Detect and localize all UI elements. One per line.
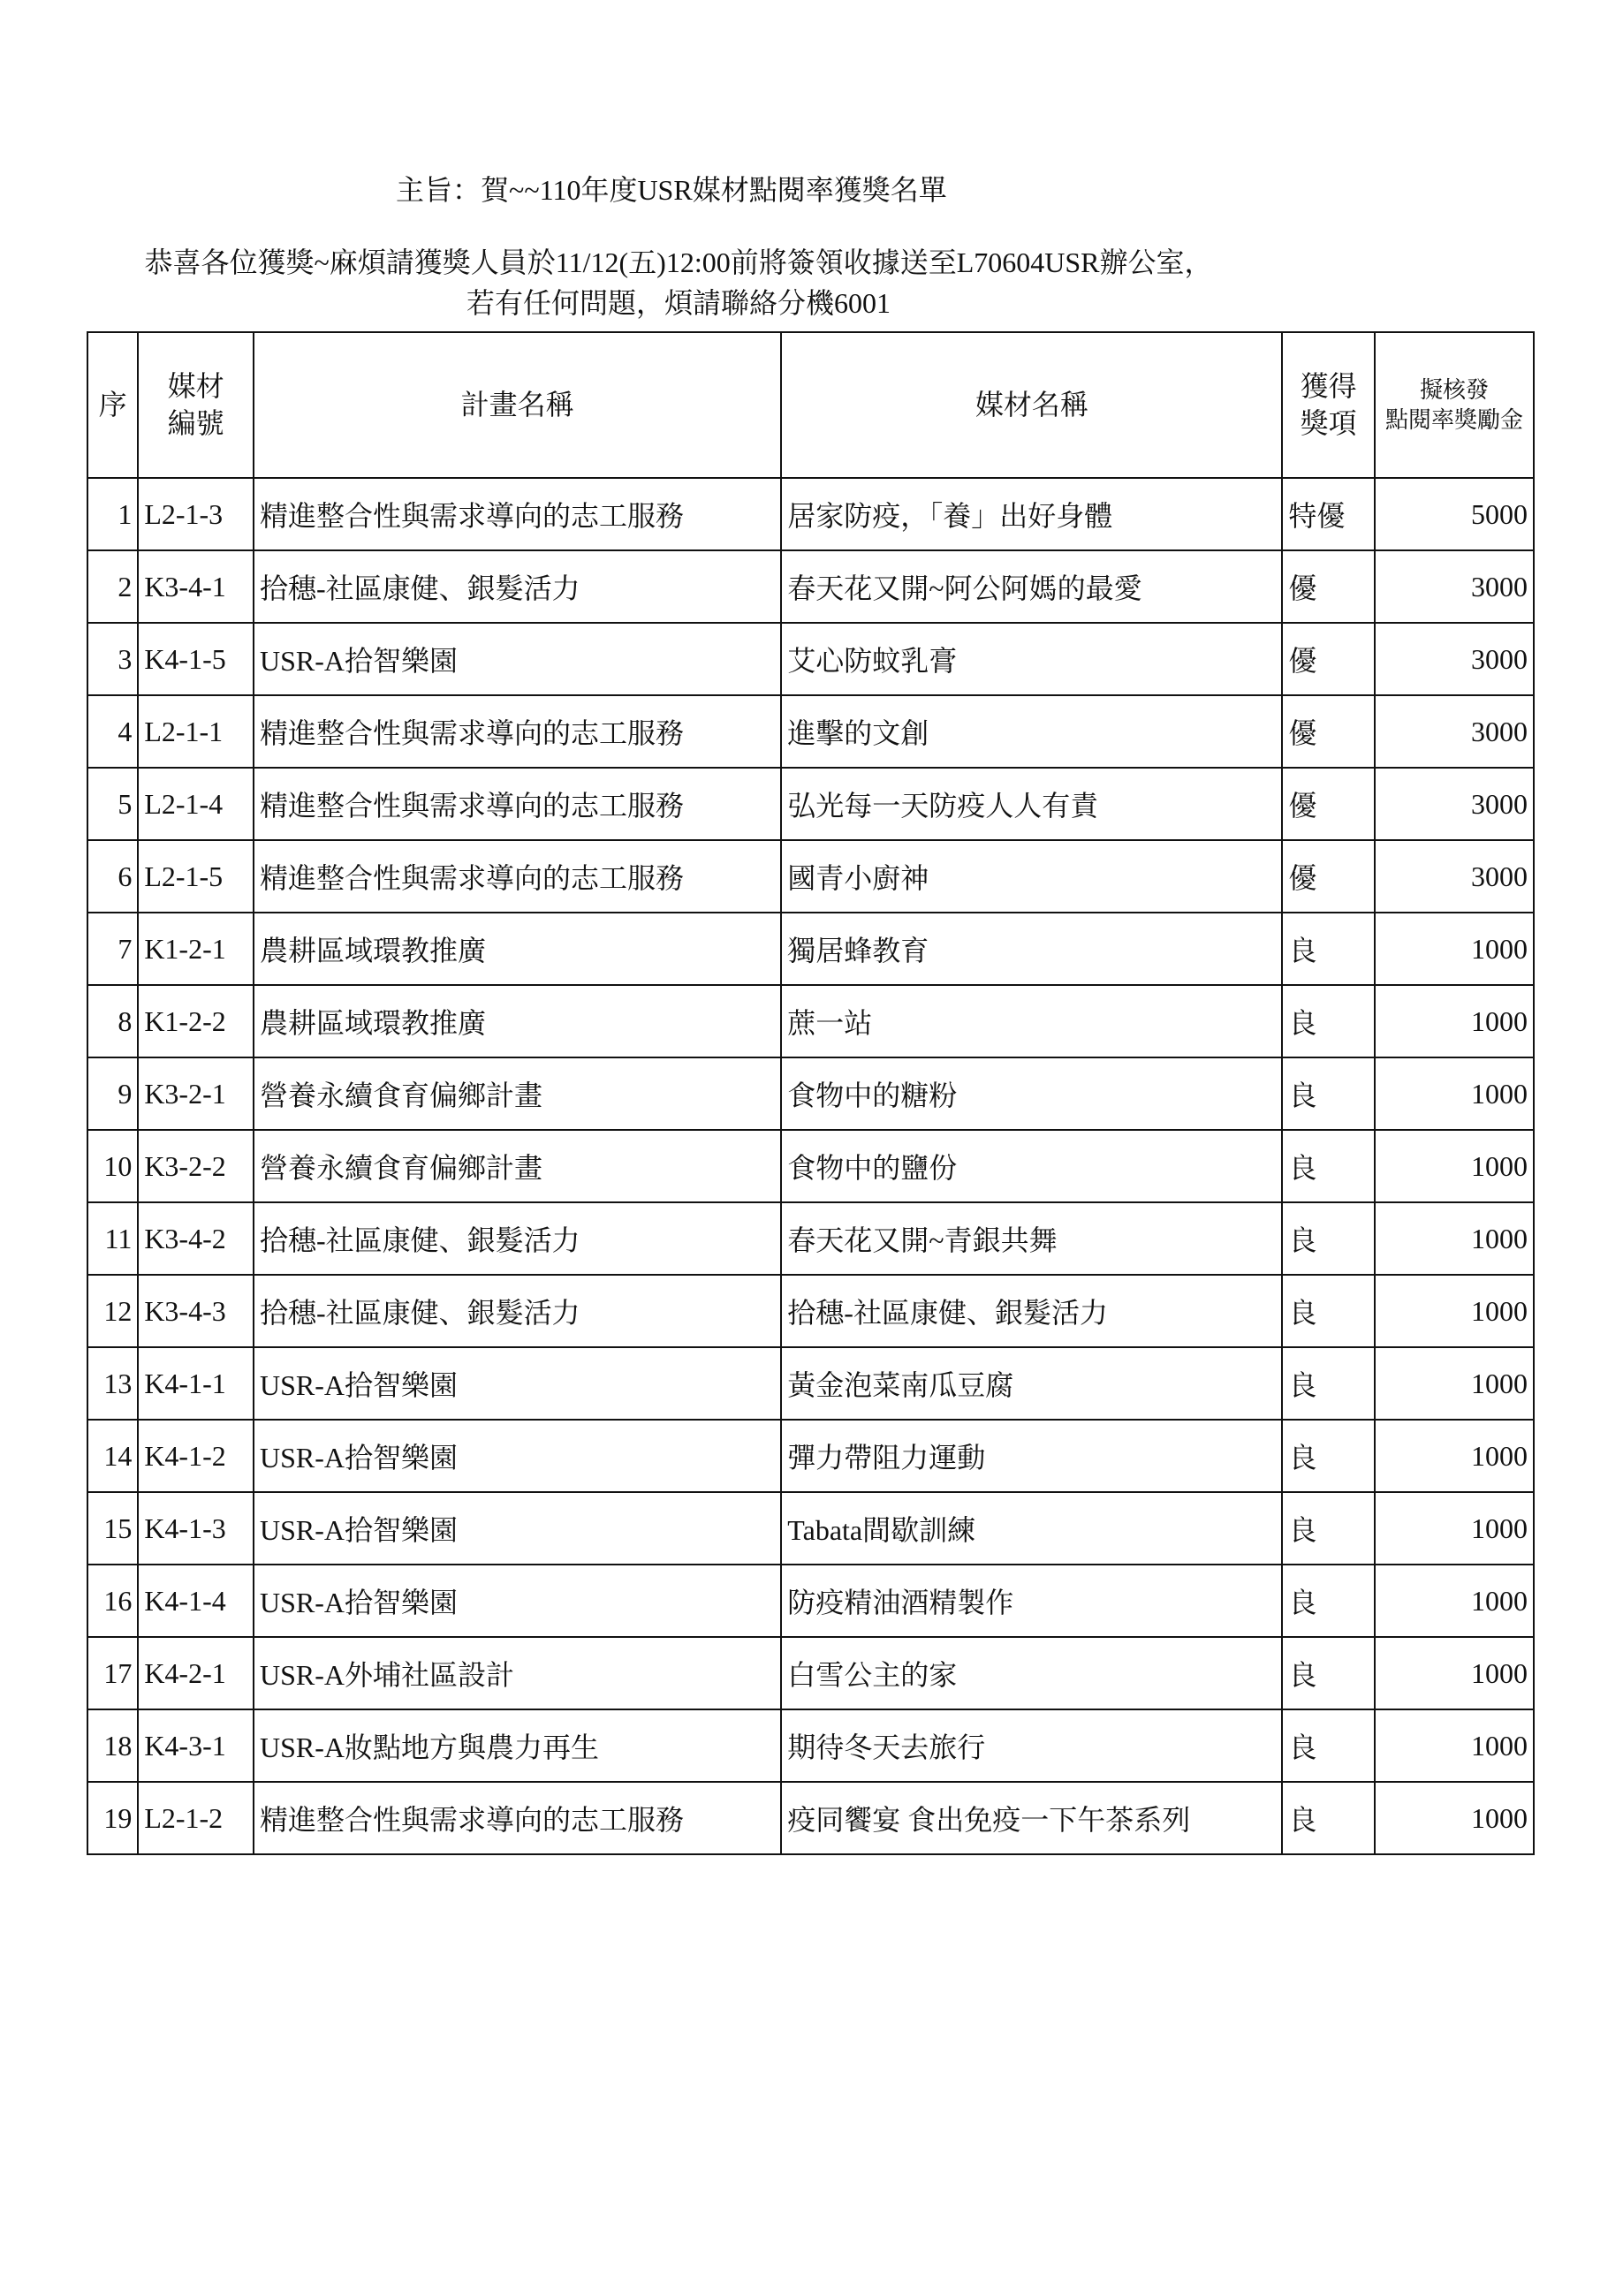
cell-plan-name: 拾穗-社區康健、銀髮活力	[254, 550, 781, 623]
cell-plan-name: 拾穗-社區康健、銀髮活力	[254, 1202, 781, 1275]
column-header-bonus-line1: 擬核發	[1419, 376, 1489, 403]
cell-bonus: 1000	[1375, 1057, 1534, 1130]
cell-plan-name: 精進整合性與需求導向的志工服務	[254, 768, 781, 840]
cell-media-name: 疫同饗宴 食出免疫一下午茶系列	[781, 1782, 1282, 1854]
cell-bonus: 3000	[1375, 623, 1534, 695]
award-table-body	[87, 478, 1534, 1854]
cell-award: 優	[1282, 623, 1375, 695]
cell-media-name: 春天花又開~阿公阿媽的最愛	[781, 550, 1282, 623]
cell-seq: 8	[87, 985, 138, 1057]
cell-award: 良	[1282, 1202, 1375, 1275]
table-row	[87, 1420, 1534, 1492]
cell-seq: 13	[87, 1347, 138, 1420]
cell-bonus: 1000	[1375, 985, 1534, 1057]
cell-award: 優	[1282, 550, 1375, 623]
cell-media-code: K4-1-3	[138, 1492, 254, 1565]
cell-seq: 11	[87, 1202, 138, 1275]
cell-media-name: 拾穗-社區康健、銀髮活力	[781, 1275, 1282, 1347]
cell-media-code: K3-2-2	[138, 1130, 254, 1202]
cell-media-name: 進擊的文創	[781, 695, 1282, 768]
column-header-bonus	[1375, 332, 1534, 478]
cell-bonus: 3000	[1375, 695, 1534, 768]
cell-media-code: K4-1-5	[138, 623, 254, 695]
table-row	[87, 1347, 1534, 1420]
table-row	[87, 478, 1534, 550]
cell-plan-name: USR-A拾智樂園	[254, 1347, 781, 1420]
cell-media-name: 國青小廚神	[781, 840, 1282, 913]
cell-media-code: K4-1-1	[138, 1347, 254, 1420]
cell-plan-name: 農耕區域環教推廣	[254, 913, 781, 985]
cell-media-name: 黃金泡菜南瓜豆腐	[781, 1347, 1282, 1420]
cell-media-code: L2-1-2	[138, 1782, 254, 1854]
cell-award: 良	[1282, 1565, 1375, 1637]
cell-award: 優	[1282, 768, 1375, 840]
table-row	[87, 623, 1534, 695]
cell-award: 良	[1282, 1782, 1375, 1854]
cell-seq: 14	[87, 1420, 138, 1492]
cell-media-name: 蔗一站	[781, 985, 1282, 1057]
cell-award: 優	[1282, 840, 1375, 913]
cell-media-name: 白雪公主的家	[781, 1637, 1282, 1709]
cell-plan-name: USR-A妝點地方與農力再生	[254, 1709, 781, 1782]
cell-media-code: L2-1-1	[138, 695, 254, 768]
cell-media-name: 獨居蜂教育	[781, 913, 1282, 985]
column-header-award-line2: 獎項	[1300, 406, 1357, 439]
cell-media-name: 期待冬天去旅行	[781, 1709, 1282, 1782]
cell-media-code: K4-3-1	[138, 1709, 254, 1782]
cell-media-name: 食物中的糖粉	[781, 1057, 1282, 1130]
cell-bonus: 3000	[1375, 768, 1534, 840]
cell-media-name: 居家防疫，「養」出好身體	[781, 478, 1282, 550]
cell-seq: 9	[87, 1057, 138, 1130]
table-row	[87, 768, 1534, 840]
table-row	[87, 913, 1534, 985]
cell-media-code: K3-4-2	[138, 1202, 254, 1275]
cell-award: 良	[1282, 1130, 1375, 1202]
cell-bonus: 1000	[1375, 1202, 1534, 1275]
cell-award: 優	[1282, 695, 1375, 768]
cell-media-code: K3-4-1	[138, 550, 254, 623]
column-header-code-line2: 編號	[167, 406, 224, 439]
cell-media-name: 艾心防蚊乳膏	[781, 623, 1282, 695]
cell-seq: 12	[87, 1275, 138, 1347]
cell-bonus: 1000	[1375, 1130, 1534, 1202]
column-header-plan: 計畫名稱	[254, 332, 781, 478]
cell-media-name: 弘光每一天防疫人人有責	[781, 768, 1282, 840]
cell-seq: 16	[87, 1565, 138, 1637]
table-header-row	[87, 332, 1534, 478]
cell-bonus: 1000	[1375, 1275, 1534, 1347]
cell-award: 良	[1282, 985, 1375, 1057]
table-row	[87, 1782, 1534, 1854]
cell-bonus: 3000	[1375, 550, 1534, 623]
cell-bonus: 1000	[1375, 1347, 1534, 1420]
cell-seq: 5	[87, 768, 138, 840]
cell-seq: 17	[87, 1637, 138, 1709]
cell-bonus: 1000	[1375, 1420, 1534, 1492]
cell-media-name: Tabata間歇訓練	[781, 1492, 1282, 1565]
cell-award: 良	[1282, 1492, 1375, 1565]
cell-media-code: K3-4-3	[138, 1275, 254, 1347]
table-row	[87, 1130, 1534, 1202]
cell-plan-name: USR-A拾智樂園	[254, 623, 781, 695]
table-row	[87, 1492, 1534, 1565]
cell-seq: 18	[87, 1709, 138, 1782]
cell-bonus: 1000	[1375, 913, 1534, 985]
cell-media-name: 彈力帶阻力運動	[781, 1420, 1282, 1492]
cell-plan-name: 拾穗-社區康健、銀髮活力	[254, 1275, 781, 1347]
table-row	[87, 840, 1534, 913]
cell-media-name: 春天花又開~青銀共舞	[781, 1202, 1282, 1275]
notice-line-1: 恭喜各位獲獎~麻煩請獲獎人員於11/12(五)12:00前將簽領收據送至L70604USR辦公室，	[144, 246, 1213, 278]
column-header-award	[1282, 332, 1375, 478]
cell-media-code: L2-1-4	[138, 768, 254, 840]
cell-bonus: 1000	[1375, 1492, 1534, 1565]
cell-bonus: 1000	[1375, 1637, 1534, 1709]
cell-media-code: L2-1-3	[138, 478, 254, 550]
cell-media-code: K3-2-1	[138, 1057, 254, 1130]
cell-media-code: K4-1-2	[138, 1420, 254, 1492]
cell-award: 良	[1282, 1709, 1375, 1782]
notice-line-2: 若有任何問題，煩請聯絡分機6001	[466, 287, 891, 319]
column-header-award-line1: 獲得	[1300, 369, 1357, 402]
table-row	[87, 1565, 1534, 1637]
cell-seq: 3	[87, 623, 138, 695]
cell-seq: 7	[87, 913, 138, 985]
cell-seq: 6	[87, 840, 138, 913]
column-header-code	[138, 332, 254, 478]
table-row	[87, 550, 1534, 623]
cell-bonus: 5000	[1375, 478, 1534, 550]
cell-seq: 10	[87, 1130, 138, 1202]
cell-media-code: L2-1-5	[138, 840, 254, 913]
cell-media-code: K1-2-2	[138, 985, 254, 1057]
cell-plan-name: 營養永續食育偏鄉計畫	[254, 1057, 781, 1130]
cell-plan-name: USR-A拾智樂園	[254, 1492, 781, 1565]
cell-bonus: 1000	[1375, 1565, 1534, 1637]
cell-plan-name: 精進整合性與需求導向的志工服務	[254, 695, 781, 768]
document-subject: 主旨：賀~~110年度USR媒材點閱率獲獎名單	[396, 174, 947, 206]
cell-award: 良	[1282, 913, 1375, 985]
cell-seq: 15	[87, 1492, 138, 1565]
cell-media-name: 防疫精油酒精製作	[781, 1565, 1282, 1637]
cell-seq: 1	[87, 478, 138, 550]
cell-award: 良	[1282, 1275, 1375, 1347]
table-row	[87, 695, 1534, 768]
cell-plan-name: USR-A外埔社區設計	[254, 1637, 781, 1709]
column-header-bonus-line2: 點閱率獎勵金	[1384, 406, 1523, 433]
cell-media-code: K1-2-1	[138, 913, 254, 985]
table-row	[87, 1709, 1534, 1782]
table-row	[87, 1275, 1534, 1347]
cell-bonus: 1000	[1375, 1709, 1534, 1782]
cell-award: 良	[1282, 1637, 1375, 1709]
cell-plan-name: 精進整合性與需求導向的志工服務	[254, 840, 781, 913]
table-row	[87, 1637, 1534, 1709]
cell-media-code: K4-2-1	[138, 1637, 254, 1709]
cell-award: 特優	[1282, 478, 1375, 550]
cell-plan-name: 營養永續食育偏鄉計畫	[254, 1130, 781, 1202]
cell-award: 良	[1282, 1347, 1375, 1420]
table-row	[87, 1057, 1534, 1130]
column-header-code-line1: 媒材	[167, 369, 224, 402]
cell-plan-name: 農耕區域環教推廣	[254, 985, 781, 1057]
table-row	[87, 1202, 1534, 1275]
column-header-media: 媒材名稱	[781, 332, 1282, 478]
cell-seq: 2	[87, 550, 138, 623]
cell-bonus: 1000	[1375, 1782, 1534, 1854]
award-table	[87, 331, 1535, 1855]
cell-plan-name: 精進整合性與需求導向的志工服務	[254, 1782, 781, 1854]
cell-plan-name: USR-A拾智樂園	[254, 1420, 781, 1492]
cell-seq: 19	[87, 1782, 138, 1854]
cell-seq: 4	[87, 695, 138, 768]
cell-media-code: K4-1-4	[138, 1565, 254, 1637]
column-header-seq: 序	[87, 332, 138, 478]
cell-award: 良	[1282, 1420, 1375, 1492]
table-row	[87, 985, 1534, 1057]
cell-bonus: 3000	[1375, 840, 1534, 913]
cell-plan-name: 精進整合性與需求導向的志工服務	[254, 478, 781, 550]
cell-award: 良	[1282, 1057, 1375, 1130]
cell-plan-name: USR-A拾智樂園	[254, 1565, 781, 1637]
cell-media-name: 食物中的鹽份	[781, 1130, 1282, 1202]
